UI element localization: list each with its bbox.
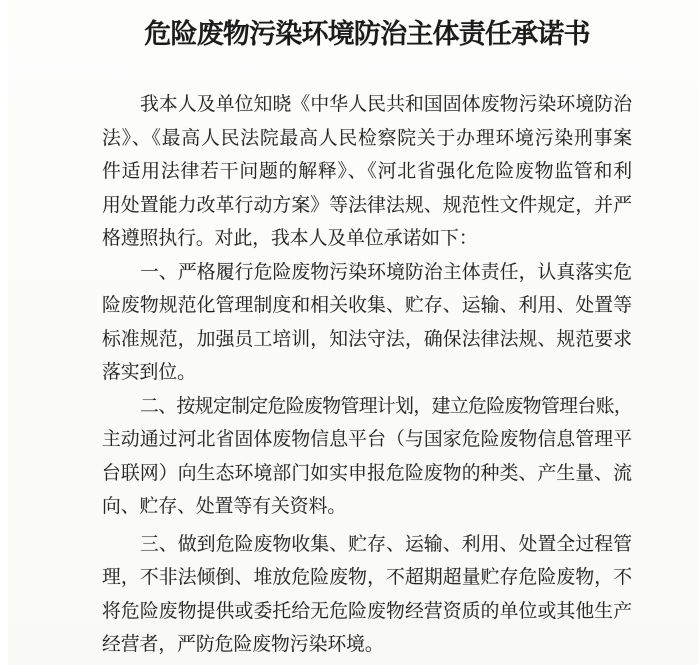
text-line: 件适用法律若干问题的解释》、《河北省强化危险废物监管和利 <box>102 161 632 182</box>
text-line: 险废物规范化管理制度和相关收集、贮存、运输、利用、处置等 <box>102 295 632 316</box>
paragraph <box>102 528 632 662</box>
text-line: 二、按规定制定危险废物管理计划，建立危险废物管理台账， <box>140 395 632 417</box>
text-line: 经营者，严防危险废物污染环境。 <box>102 634 384 655</box>
text-line: 法》、《最高人民法院最高人民检察院关于办理环境污染刑事案 <box>102 127 632 149</box>
text-line: 一、严格履行危险废物污染环境防治主体责任，认真落实危 <box>140 261 632 283</box>
paragraph <box>102 390 632 524</box>
text-line: 主动通过河北省固体废物信息平台（与国家危险废物信息管理平 <box>102 429 632 450</box>
text-line: 我本人及单位知晓《中华人民共和国固体废物污染环境防治 <box>140 94 632 115</box>
document-body <box>102 88 632 662</box>
text-line: 向、贮存、处置等有关资料。 <box>102 496 347 517</box>
paragraph <box>102 88 632 256</box>
document-title: 危险废物污染环境防治主体责任承诺书 <box>144 19 590 49</box>
text-line: 格遵照执行。对此，我本人及单位承诺如下： <box>102 228 478 249</box>
paragraph <box>102 256 632 390</box>
text-line: 台联网）向生态环境部门如实申报危险废物的种类、产生量、流 <box>102 462 632 484</box>
text-line: 用处置能力改革行动方案》等法律法规、规范性文件规定，并严 <box>102 194 632 216</box>
text-line: 标准规范，加强员工培训，知法守法，确保法律法规、规范要求 <box>102 328 632 350</box>
text-line: 将危险废物提供或委托给无危险废物经营资质的单位或其他生产 <box>102 600 632 622</box>
text-line: 三、做到危险废物收集、贮存、运输、利用、处置全过程管 <box>140 533 632 555</box>
text-line: 落实到位。 <box>102 362 196 383</box>
text-line: 理，不非法倾倒、堆放危险废物，不超期超量贮存危险废物，不 <box>102 567 632 588</box>
